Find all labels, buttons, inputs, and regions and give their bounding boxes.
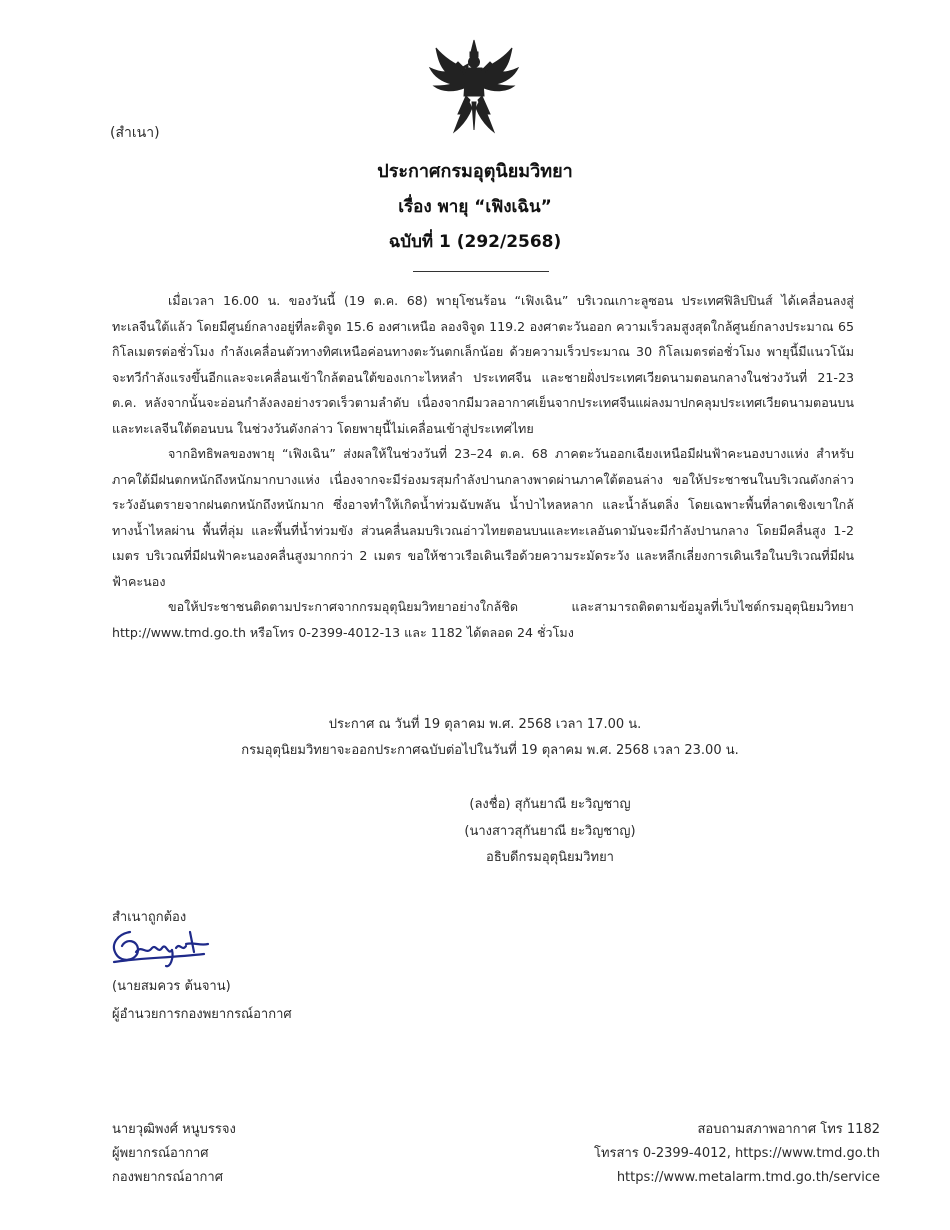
document-body [112,288,854,645]
contact-phone: สอบถามสภาพอากาศ โทร 1182 [697,1122,880,1137]
copy-mark: (สำเนา) [110,125,160,141]
signer-position: อธิบดีกรมอุตุนิยมวิทยา [486,850,614,865]
announced-at: ประกาศ ณ วันที่ 19 ตุลาคม พ.ศ. 2568 เวลา 17.00 น. [328,717,642,732]
forecaster-division: กองพยากรณ์อากาศ [112,1170,223,1185]
forecaster-block [112,1118,236,1190]
forecaster-name: นายวุฒิพงศ์ หนูบรรจง [112,1122,236,1137]
divider [413,271,549,272]
garuda-emblem-icon [428,38,520,134]
document-subject: เรื่อง พายุ “เฟิงเฉิน” [398,197,552,217]
next-issue-notice: กรมอุตุนิยมวิทยาจะออกประกาศฉบับต่อไปในวันที่ 19 ตุลาคม พ.ศ. 2568 เวลา 23.00 น. [241,743,739,758]
contact-service-url: https://www.metalarm.tmd.go.th/service [616,1170,880,1185]
certification-label: สำเนาถูกต้อง [112,910,187,925]
document-issue: ฉบับที่ 1 (292/2568) [388,232,562,252]
paragraph: ขอให้ประชาชนติดตามประกาศจากกรมอุตุนิยมวิทยาอย่างใกล้ชิด และสามารถติดตามข้อมูลที่เว็บไซต์กรมอุตุนิยมวิทยา http://www.tmd.go.th หรือโทร 0-2399-4012-13 และ 1182 ได้ตลอด 24 ชั่วโมง [112,599,854,640]
certifier-name: (นายสมควร ต้นจาน) [112,979,231,994]
contact-fax-website: โทรสาร 0-2399-4012, https://www.tmd.go.th [594,1146,880,1161]
document-title: ประกาศกรมอุตุนิยมวิทยา [377,161,573,182]
paragraph: เมื่อเวลา 16.00 น. ของวันนี้ (19 ต.ค. 68) พายุโซนร้อน “เฟิงเฉิน” บริเวณเกาะลูซอน ประเทศฟิลิปปินส์ ได้เคลื่อนลงสู่ทะเลจีนใต้แล้ว โดยมีศูนย์กลางอยู่ที่ละติจูด 15.6 องศาเหนือ ลองจิจูด 119.2 องศาตะวันออก ความเร็วลมสูงสุดใกล้ศูนย์กลางประมาณ 65 กิโลเมตรต่อชั่วโมง กำลังเคลื่อนตัวทางทิศเหนือค่อนทางตะวันตกเล็กน้อย ด้วยความเร็วประมาณ 30 กิโลเมตรต่อชั่วโมง พายุนี้มีแนวโน้มจะทวีกำลังแรงขึ้นอีกและจะเคลื่อนเข้าใกล้ตอนใต้ของเกาะไหหลำ ประเทศจีน และชายฝั่งประเทศเวียดนามตอนกลางในช่วงวันที่ 21-23 ต.ค. หลังจากนั้นจะอ่อนกำลังลงอย่างรวดเร็วตามลำดับ เนื่องจากมีมวลอากาศเย็นจากประเทศจีนแผ่ลงมาปกคลุมประเทศเวียดนามตอนบนและทะเลจีนใต้ตอนบน ในช่วงวันดังกล่าว โดยพายุนี้ไม่เคลื่อนเข้าสู่ประเทศไทย [112,293,854,436]
signer-full-name: (นางสาวสุกันยาณี ยะวิญชาญ) [464,824,636,839]
certifier-position: ผู้อำนวยการกองพยากรณ์อากาศ [112,1007,292,1022]
contact-block [594,1118,880,1190]
paragraph: จากอิทธิพลของพายุ “เฟิงเฉิน” ส่งผลให้ในช่วงวันที่ 23–24 ต.ค. 68 ภาคตะวันออกเฉียงเหนือมีฝนฟ้าคะนองบางแห่ง สำหรับภาคใต้มีฝนตกหนักถึงหนักมากบางแห่ง เนื่องจากจะมีร่องมรสุมกำลังปานกลางพาดผ่านภาคใต้ตอนล่าง ขอให้ประชาชนในบริเวณดังกล่าวระวังอันตรายจากฝนตกหนักถึงหนักมาก ซึ่งอาจทำให้เกิดน้ำท่วมฉับพลัน น้ำป่าไหลหลาก และน้ำล้นตลิ่ง โดยเฉพาะพื้นที่ลาดเชิงเขาใกล้ทางน้ำไหลผ่าน พื้นที่ลุ่ม และพื้นที่น้ำท่วมขัง ส่วนคลื่นลมบริเวณอ่าวไทยตอนบนและทะเลอันดามันจะมีกำลังปานกลาง โดยมีคลื่นสูง 1-2 เมตร บริเวณที่มีฝนฟ้าคะนองคลื่นสูงมากกว่า 2 เมตร ขอให้ชาวเรือเดินเรือด้วยความระมัดระวัง และหลีกเลี่ยงการเดินเรือในบริเวณที่มีฝนฟ้าคะนอง [112,446,854,589]
forecaster-role: ผู้พยากรณ์อากาศ [112,1146,209,1161]
signer-signed-line: (ลงชื่อ) สุกันยาณี ยะวิญชาญ [469,797,631,812]
handwritten-signature [108,922,218,970]
